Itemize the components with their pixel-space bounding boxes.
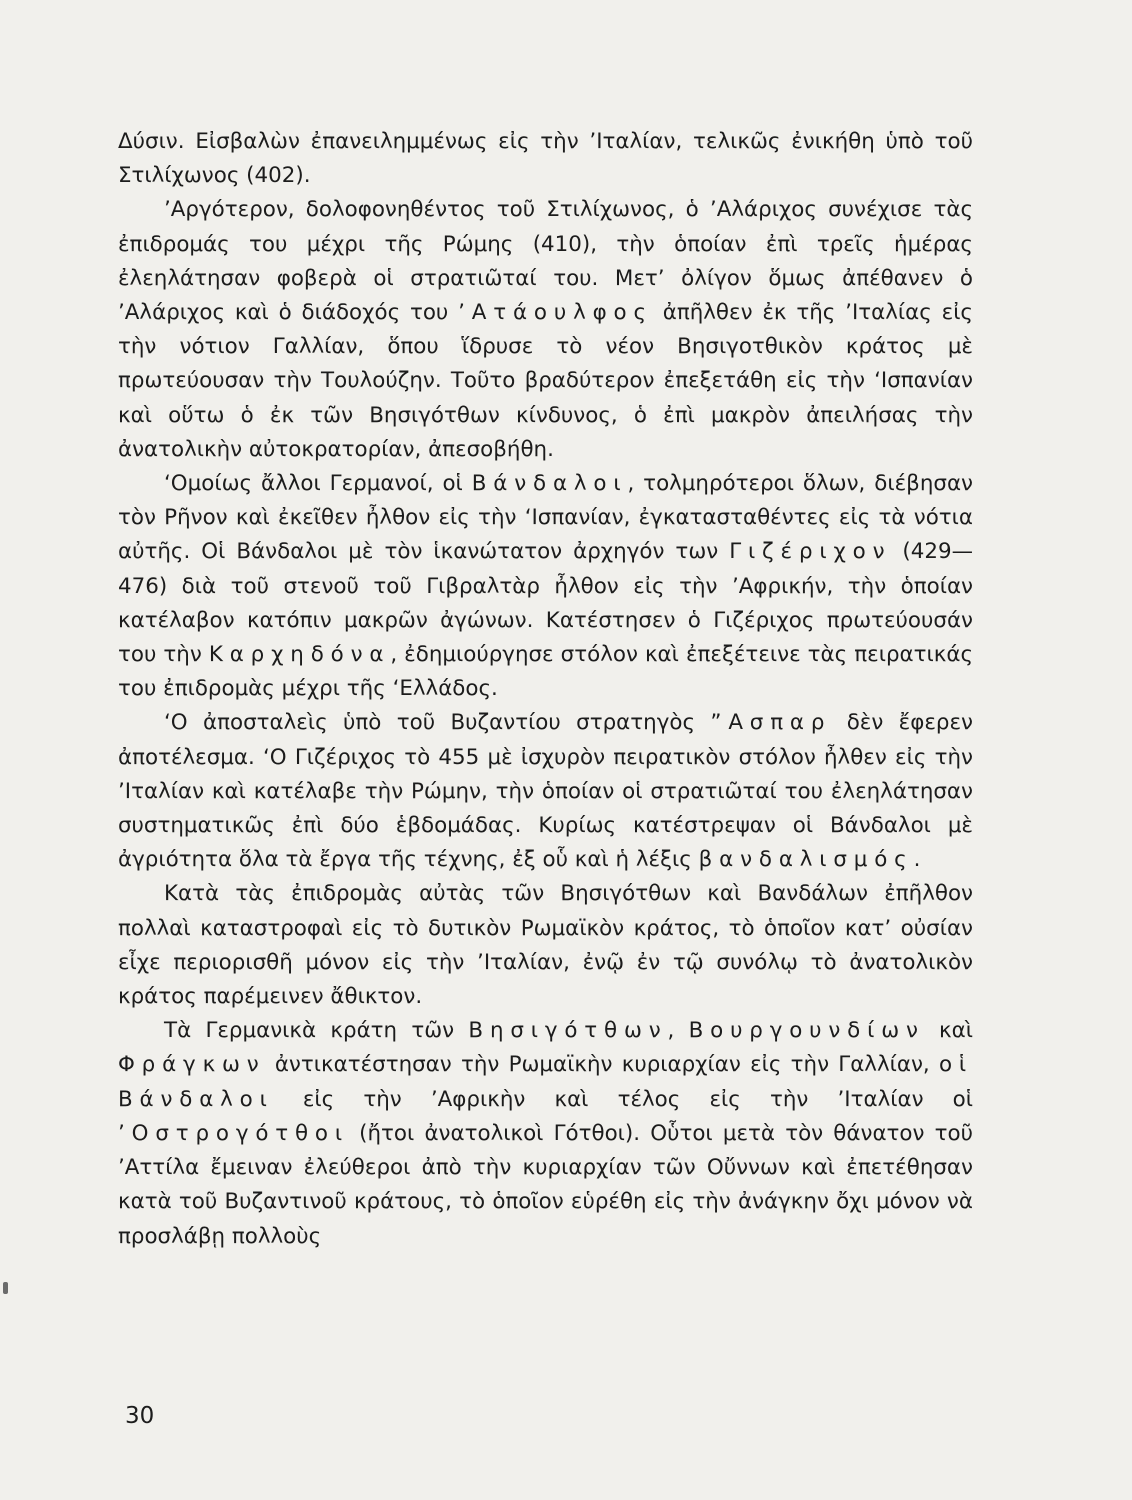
text-run: , ἐδημιούργησε στόλον καὶ ἐπεξέτεινε τὰς πειρατικάς του ἐπιδρομὰς μέχρι τῆς ‘Ελλάδος. <box>118 642 974 702</box>
paragraph-5 <box>118 877 973 1014</box>
text-run: Κατὰ τὰς ἐπιδρομὰς αὐτὰς τῶν Βησιγότθων καὶ Βανδάλων ἐπῆλθον πολλαὶ καταστροφαὶ εἰς τὸ δυτικὸν Ρωμαϊκὸν κράτος, τὸ ὁποῖον κατ’ οὐσίαν εἶχε περιορισθῆ μόνον εἰς τὴν ’Ιταλίαν, ἐνῷ ἐν τῷ συνόλῳ τὸ ἀνατολικὸν κράτος παρέμεινεν ἄθικτον. <box>118 881 973 1010</box>
text-run: Τὰ Γερμανικὰ κράτη τῶν <box>164 1018 469 1044</box>
text-run: , <box>667 1018 689 1044</box>
paragraph-6 <box>118 1014 973 1253</box>
scan-edge-mark <box>3 1282 8 1294</box>
emphasized-term: Καρχηδόνα <box>208 642 391 668</box>
emphasized-term: Βάνδαλοι <box>471 471 628 497</box>
emphasized-term: βανδαλισμός <box>698 847 914 873</box>
paragraph-3 <box>118 467 973 706</box>
text-run: Δύσιν. Εἰσβαλὼν ἐπανειλημμένως εἰς τὴν ’Ιταλίαν, τελικῶς ἐνικήθη ὑπὸ τοῦ Στιλίχωνος (402). <box>118 129 973 189</box>
page-number: 30 <box>125 1403 155 1429</box>
text-run: (ἤτοι ἀνατολικοὶ Γότθοι). Οὗτοι μετὰ τὸν θάνατον τοῦ ’Αττίλα ἔμειναν ἐλεύθεροι ἀπὸ τὴν κυριαρχίαν τῶν Οὔννων καὶ ἐπετέθησαν κατὰ τοῦ Βυζαντινοῦ κράτους, τὸ ὁποῖον εὑρέθη εἰς τὴν ἀνάγκην ὄχι μόνον νὰ προσλάβῃ πολλοὺς <box>118 1120 973 1249</box>
text-run: (429—476) διὰ τοῦ στενοῦ τοῦ Γιβραλτὰρ ἦλθον εἰς τὴν ’Αφρικήν, τὴν ὁποίαν κατέλαβον κατόπιν μακρῶν ἀγώνων. Κατέστησεν ὁ Γιζέριχος πρωτεύουσάν του τὴν <box>118 539 973 668</box>
emphasized-term: Φράγκων <box>118 1052 266 1078</box>
text-run: ἀντικατέστησαν τὴν Ρωμαϊκὴν κυριαρχίαν εἰς τὴν Γαλλίαν, <box>265 1052 939 1078</box>
emphasized-term: ’Οστρογότθοι <box>118 1120 349 1146</box>
emphasized-term: Βησιγότθων <box>468 1018 668 1044</box>
paragraph-2 <box>118 193 973 467</box>
text-run: ἀπῆλθεν ἐκ τῆς ’Ιταλίας εἰς τὴν νότιον Γαλλίαν, ὅπου ἵδρυσε τὸ νέον Βησιγοτθικὸν κράτος μὲ πρωτεύουσαν τὴν Τουλούζην. Τοῦτο βραδύτερον ἐπεξετάθη εἰς τὴν ‘Ισπανίαν καὶ οὕτω ὁ ἐκ τῶν Βησιγότθων κίνδυνος, ὁ ἐπὶ μακρὸν ἀπειλήσας τὴν ἀνατολικὴν αὐτοκρατορίαν, ἀπεσοβήθη. <box>118 300 973 462</box>
emphasized-term: Γιζέριχον <box>729 539 892 565</box>
paragraph-4 <box>118 706 973 877</box>
text-run: ’Αργότερον, δολοφονηθέντος τοῦ Στιλίχωνος, ὁ ’Αλάριχος συνέχισε τὰς ἐπιδρομάς του μέχρι τῆς Ρώμης (410), τὴν ὁποίαν ἐπὶ τρεῖς ἡμέρας ἐλεηλάτησαν φοβερὰ οἱ στρατιῶταί του. Μετ’ ὀλίγον ὅμως ἀπέθανεν ὁ ’Αλάριχος καὶ ὁ διάδοχός του <box>118 197 973 326</box>
emphasized-term: ”Ασπαρ <box>710 710 832 736</box>
text-run: . <box>913 847 921 873</box>
text-run: εἰς τὴν ’Αφρικὴν καὶ τέλος εἰς τὴν ’Ιταλίαν οἱ <box>273 1086 973 1112</box>
paragraph-1 <box>118 125 973 193</box>
text-run: ‘Ομοίως ἄλλοι Γερμανοί, οἱ <box>164 471 472 497</box>
text-run: δὲν ἔφερεν ἀποτέλεσμα. ‘Ο Γιζέριχος τὸ 455 μὲ ἰσχυρὸν πειρατικὸν στόλον ἦλθεν εἰς τὴν ’Ιταλίαν καὶ κατέλαβε τὴν Ρώμην, τὴν ὁποίαν οἱ στρατιῶταί του ἐλεηλάτησαν συστηματικῶς ἐπὶ δύο ἑβδομάδας. Κυρίως κατέστρεψαν οἱ Βάνδαλοι μὲ ἀγριότητα ὅλα τὰ ἔργα τῆς τέχνης, ἐξ οὗ καὶ ἡ λέξις <box>118 710 973 873</box>
emphasized-term: ’Ατάουλφος <box>458 300 653 326</box>
emphasized-term: οἱ Βάνδαλοι <box>118 1052 973 1112</box>
text-run: , τολμηρότεροι ὅλων, διέβησαν τὸν Ρῆνον καὶ ἐκεῖθεν ἦλθον εἰς τὴν ‘Ισπανίαν, ἐγκατασταθέντες εἰς τὰ νότια αὐτῆς. Οἱ Βάνδαλοι μὲ τὸν ἱκανώτατον ἀρχηγόν των <box>118 471 973 565</box>
text-run: καὶ <box>924 1018 973 1044</box>
body-text <box>118 125 973 1254</box>
text-run: ‘Ο ἀποσταλεὶς ὑπὸ τοῦ Βυζαντίου στρατηγὸς <box>164 710 711 736</box>
emphasized-term: Βουργουνδίων <box>688 1018 925 1044</box>
